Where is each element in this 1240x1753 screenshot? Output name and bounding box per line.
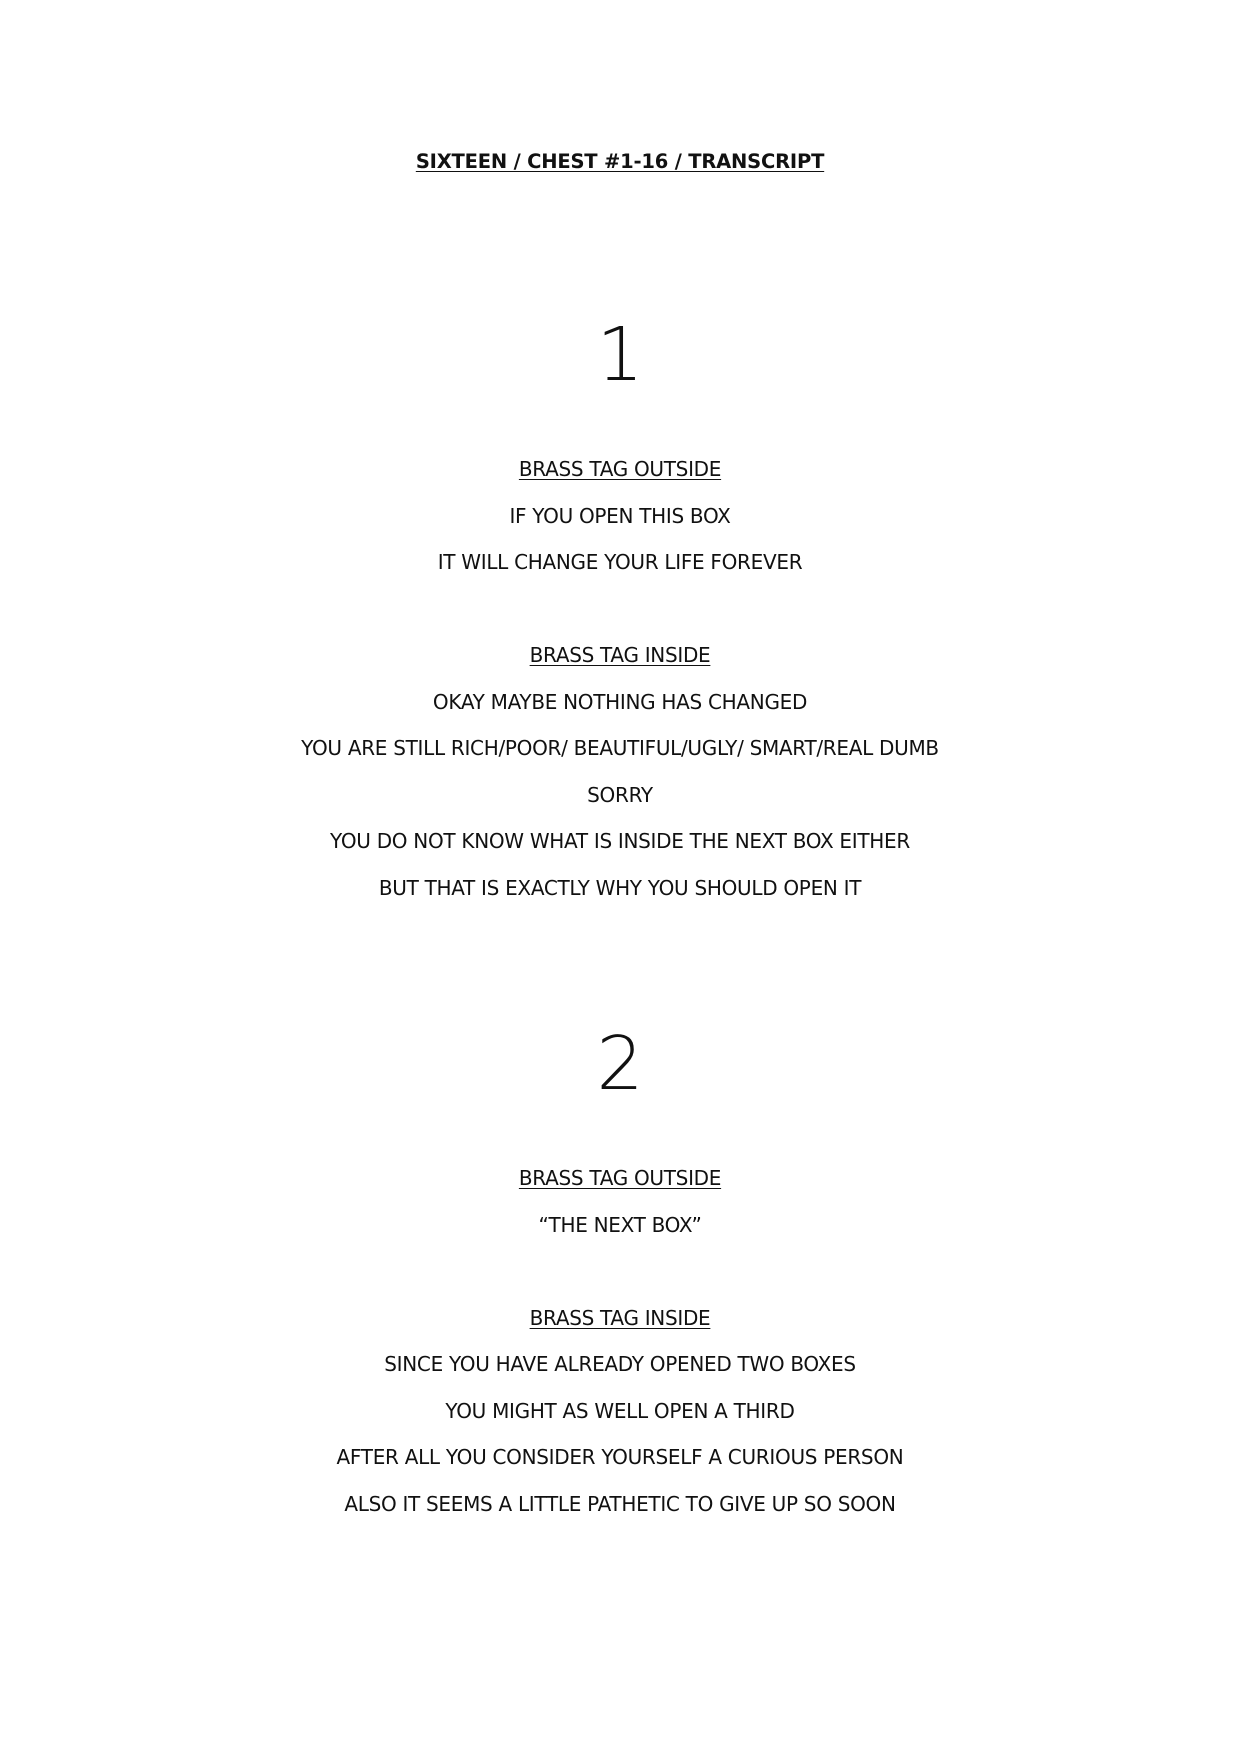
- outside-tag-line: IT WILL CHANGE YOUR LIFE FOREVER: [437, 550, 803, 574]
- inside-tag-line: ALSO IT SEEMS A LITTLE PATHETIC TO GIVE UP SO SOON: [344, 1491, 896, 1516]
- inside-tag-line: YOU ARE STILL RICH/POOR/ BEAUTIFUL/UGLY/ SMART/REAL DUMB: [301, 736, 939, 760]
- section-2: [0, 1021, 1240, 1527]
- section-number: 2: [596, 1021, 644, 1107]
- outside-tag-heading: BRASS TAG OUTSIDE: [518, 1166, 722, 1190]
- section-number: 1: [596, 312, 644, 398]
- inside-tag-line: SORRY: [587, 782, 653, 807]
- inside-tag-line: YOU DO NOT KNOW WHAT IS INSIDE THE NEXT BOX EITHER: [330, 829, 910, 853]
- inside-tag-line: YOU MIGHT AS WELL OPEN A THIRD: [445, 1398, 795, 1423]
- inside-tag-line: OKAY MAYBE NOTHING HAS CHANGED: [432, 689, 808, 714]
- inside-tag-line: BUT THAT IS EXACTLY WHY YOU SHOULD OPEN IT: [378, 875, 862, 900]
- inside-tag-heading: BRASS TAG INSIDE: [529, 1305, 711, 1330]
- outside-tag-heading: BRASS TAG OUTSIDE: [518, 457, 722, 481]
- inside-tag-heading: BRASS TAG INSIDE: [529, 643, 711, 667]
- outside-tag-line: IF YOU OPEN THIS BOX: [509, 503, 731, 528]
- section-1: [0, 312, 1240, 911]
- inside-tag-line: SINCE YOU HAVE ALREADY OPENED TWO BOXES: [384, 1352, 856, 1376]
- outside-tag-line: “THE NEXT BOX”: [538, 1212, 702, 1237]
- document-title: SIXTEEN / CHEST #1-16 / TRANSCRIPT: [415, 150, 825, 173]
- inside-tag-line: AFTER ALL YOU CONSIDER YOURSELF A CURIOUS PERSON: [336, 1445, 904, 1469]
